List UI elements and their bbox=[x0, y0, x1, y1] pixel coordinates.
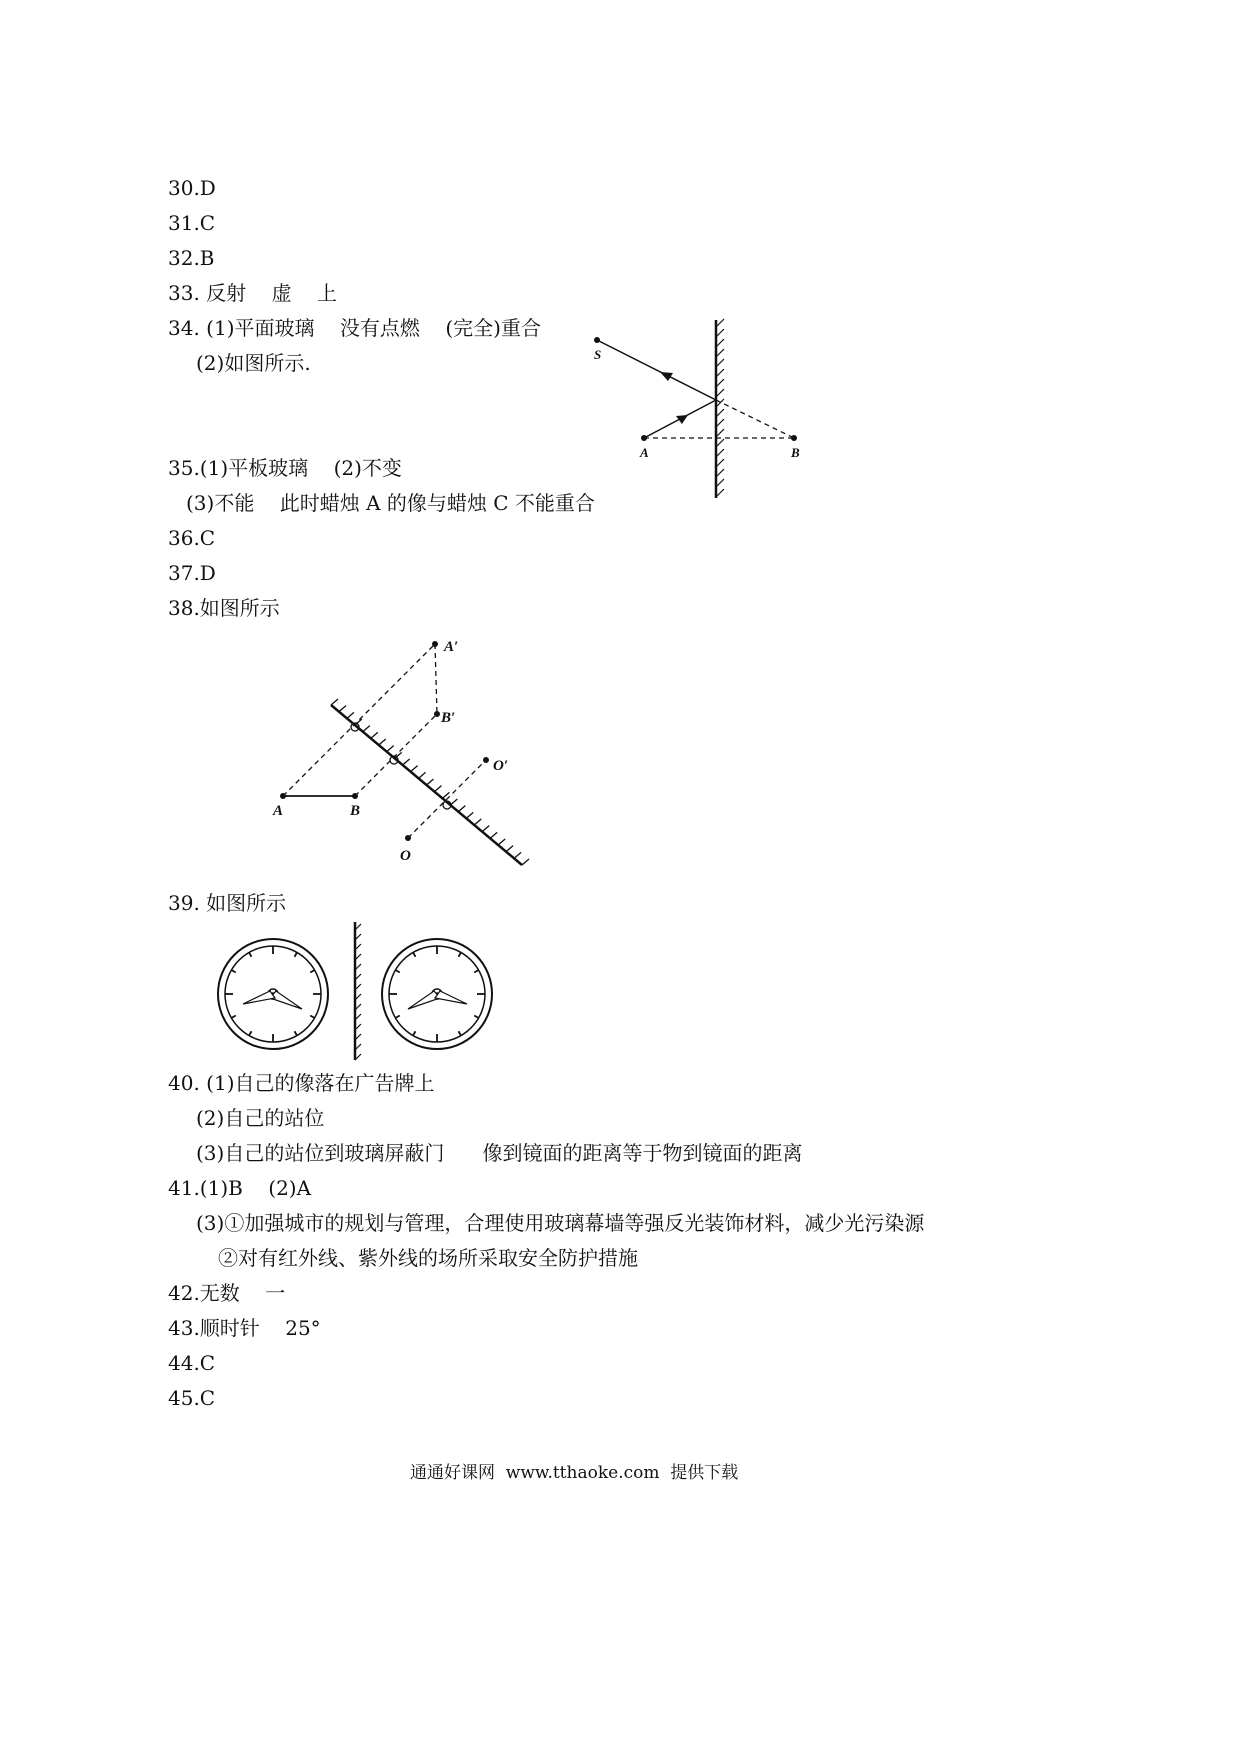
point-s bbox=[594, 337, 600, 343]
point-a bbox=[280, 793, 286, 799]
answer-41-part1: 41.(1)B (2)A bbox=[168, 1176, 312, 1200]
minute-hand bbox=[435, 991, 467, 1004]
answer-41-part4: ②对有红外线、紫外线的场所采取安全防护措施 bbox=[218, 1246, 638, 1270]
clock-tick bbox=[459, 952, 462, 956]
answer-38: 38.如图所示 bbox=[168, 596, 280, 620]
clock-tick bbox=[231, 970, 235, 973]
point-b-prime bbox=[434, 711, 440, 717]
clock-face-right bbox=[382, 939, 492, 1049]
clock-tick bbox=[249, 952, 252, 956]
hatch-mark bbox=[339, 706, 346, 712]
hatch-mark bbox=[411, 766, 418, 772]
point-b bbox=[791, 435, 797, 441]
hatch-mark bbox=[506, 846, 513, 852]
clock-tick bbox=[249, 1031, 252, 1035]
point-b bbox=[352, 793, 358, 799]
label-o: O bbox=[400, 848, 411, 864]
answer-36: 36.C bbox=[168, 526, 216, 550]
clock-tick bbox=[295, 952, 298, 956]
hatch-mark bbox=[427, 779, 434, 785]
hatch-mark bbox=[434, 786, 441, 792]
clock-tick bbox=[395, 970, 399, 973]
hatch-mark bbox=[514, 852, 521, 858]
label-a: A bbox=[640, 445, 649, 460]
hour-hand bbox=[270, 991, 302, 1009]
dashed-line bbox=[435, 644, 437, 714]
clock-face-left bbox=[218, 939, 328, 1049]
answer-34-part1: 34. (1)平面玻璃 没有点燃 (完全)重合 bbox=[168, 316, 541, 340]
hour-hand bbox=[408, 991, 440, 1009]
answer-40-part1: 40. (1)自己的像落在广告牌上 bbox=[168, 1071, 435, 1095]
hatch-mark bbox=[474, 819, 481, 825]
point-o bbox=[405, 835, 411, 841]
page-footer: 通通好课网 www.tthaoke.com 提供下载 bbox=[410, 1463, 739, 1483]
label-b: B bbox=[791, 445, 800, 460]
answer-33: 33. 反射 虚 上 bbox=[168, 281, 338, 305]
figure-38-mirror-diagram bbox=[265, 630, 545, 875]
answer-31: 31.C bbox=[168, 211, 216, 235]
answer-45: 45.C bbox=[168, 1386, 216, 1410]
clock-tick bbox=[474, 970, 478, 973]
answer-44: 44.C bbox=[168, 1351, 216, 1375]
label-b-prime: B′ bbox=[441, 710, 456, 726]
label-b: B bbox=[350, 803, 361, 819]
hatch-mark bbox=[490, 832, 497, 838]
minute-hand bbox=[243, 991, 275, 1004]
clock-tick bbox=[295, 1031, 298, 1035]
label-a-prime: A′ bbox=[444, 639, 459, 655]
answer-41-part3: (3)①加强城市的规划与管理，合理使用玻璃幕墙等强反光装饰材料，减少光污染源 bbox=[196, 1211, 925, 1235]
answer-43: 43.顺时针 25° bbox=[168, 1316, 321, 1340]
answer-34-part2: (2)如图所示. bbox=[196, 351, 311, 375]
point-a-prime bbox=[432, 641, 438, 647]
hatch-mark bbox=[498, 839, 505, 845]
answer-39: 39. 如图所示 bbox=[168, 891, 287, 915]
label-a: A bbox=[273, 803, 284, 819]
answer-35-part3: (3)不能 此时蜡烛 A 的像与蜡烛 C 不能重合 bbox=[186, 491, 595, 515]
hatch-mark bbox=[419, 772, 426, 778]
hatch-mark bbox=[403, 759, 410, 765]
hatch-mark bbox=[482, 826, 489, 832]
answer-35-part1: 35.(1)平板玻璃 (2)不变 bbox=[168, 456, 402, 480]
answer-42: 42.无数 一 bbox=[168, 1281, 286, 1305]
mirror bbox=[716, 319, 724, 498]
clock-tick bbox=[310, 970, 314, 973]
point-o-prime bbox=[483, 757, 489, 763]
clock-tick bbox=[395, 1016, 399, 1019]
answer-40-part3: (3)自己的站位到玻璃屏蔽门 像到镜面的距离等于物到镜面的距离 bbox=[196, 1141, 803, 1165]
mirror-hatching bbox=[331, 699, 529, 865]
hatch-mark bbox=[371, 732, 378, 738]
label-o-prime: O′ bbox=[493, 758, 509, 774]
hatch-mark bbox=[387, 746, 394, 752]
hatch-mark bbox=[347, 712, 354, 718]
mirror bbox=[355, 922, 361, 1060]
clock-tick bbox=[459, 1031, 462, 1035]
dashed-line bbox=[716, 400, 794, 438]
figure-34-mirror-diagram bbox=[580, 315, 820, 505]
clock-tick bbox=[474, 1016, 478, 1019]
answer-37: 37.D bbox=[168, 561, 216, 585]
hatch-mark bbox=[522, 859, 529, 865]
clock-tick bbox=[310, 1016, 314, 1019]
answer-30: 30.D bbox=[168, 176, 216, 200]
answer-40-part2: (2)自己的站位 bbox=[196, 1106, 325, 1130]
label-s: S bbox=[594, 347, 602, 362]
clock-tick bbox=[413, 952, 416, 956]
hatch-mark bbox=[363, 726, 370, 732]
hatch-mark bbox=[331, 699, 338, 705]
hatch-mark bbox=[379, 739, 386, 745]
point-a bbox=[641, 435, 647, 441]
reflected-ray bbox=[597, 340, 716, 400]
answer-32: 32.B bbox=[168, 246, 215, 270]
hatch-mark bbox=[458, 806, 465, 812]
hatch-mark bbox=[466, 812, 473, 818]
clock-tick bbox=[413, 1031, 416, 1035]
clock-tick bbox=[231, 1016, 235, 1019]
figure-39-clock-diagram bbox=[215, 920, 505, 1062]
